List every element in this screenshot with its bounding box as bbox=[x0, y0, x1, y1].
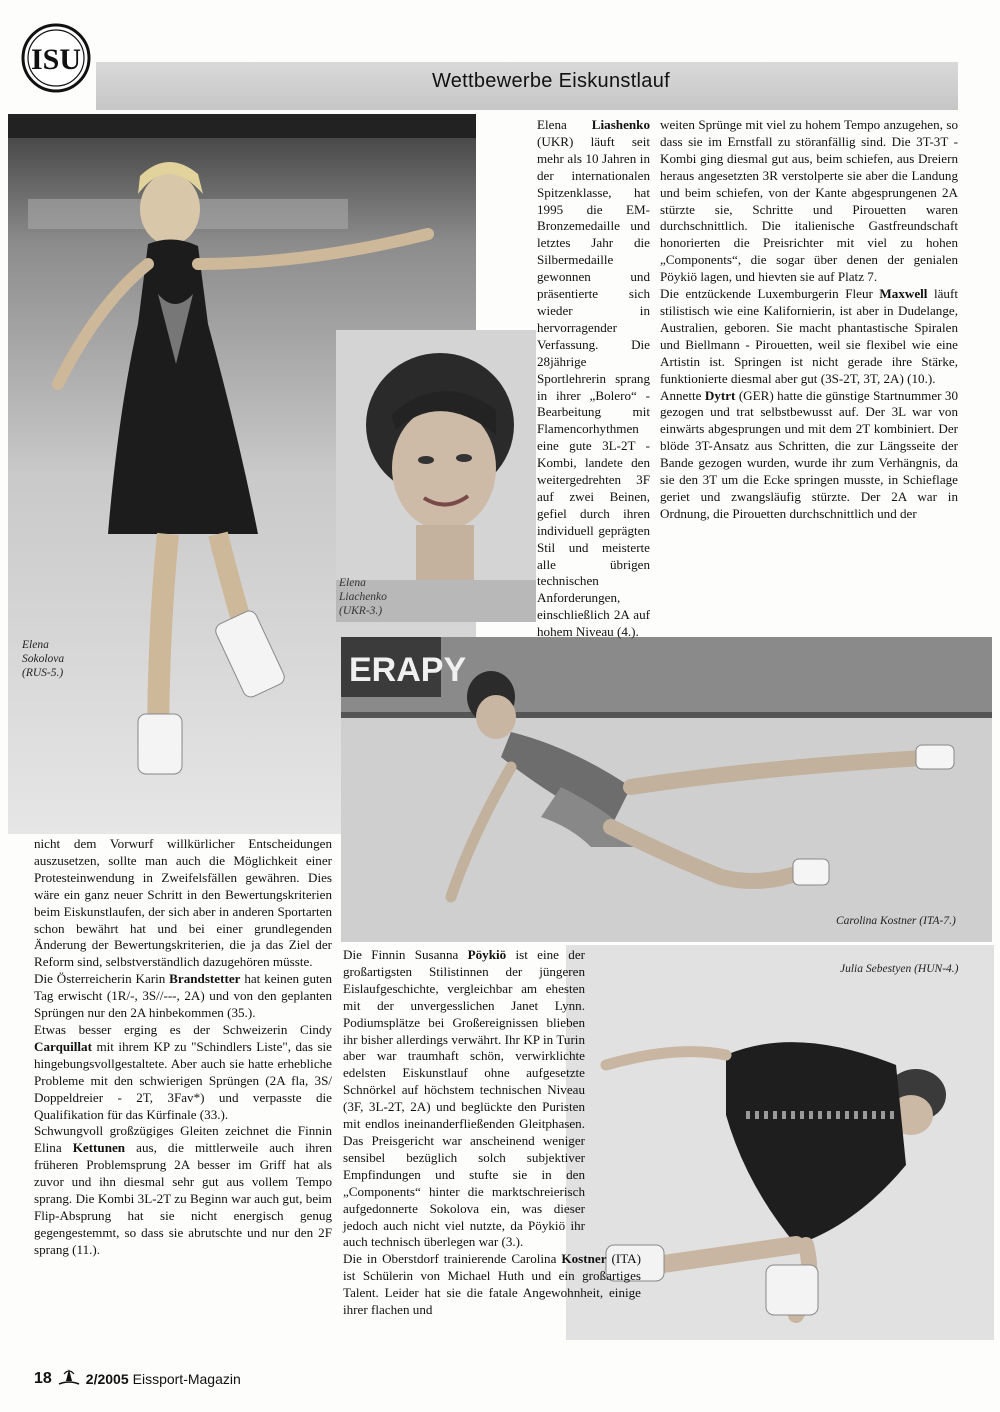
text-run: Die in Oberstdorf trainierende Carolina bbox=[343, 1251, 557, 1267]
skater-name: Kostner bbox=[561, 1251, 607, 1267]
text-run: Die Österreicherin Karin bbox=[34, 971, 166, 987]
skater-name: Pöykiö bbox=[467, 947, 507, 962]
skater-name: Carquillat bbox=[34, 1038, 92, 1054]
article-column-mid-top bbox=[478, 117, 650, 651]
text-run: (UKR) läuft seit mehr als 10 Jahren in der internationalen Spitzenklasse, hat 1995 die EM-Bronzemedaille und letztes Jahr die Silbermedaille gewonnen und präsentierte sich wieder in hervorragender Verfassung. Die 28jährige Sportlehrerin sprang in ihrer „Bolero“ - Bearbeitung mit Flamencorhythmen eine gute 3L-2T - Kombi, landete den weitergedrehten 3F auf zwei Beinen, gefiel durch ihren individuell geprägten Stil und meisterte alle übrigen technischen Anforderungen, einschließlich 2A auf hohem Niveau (4.). bbox=[537, 133, 650, 640]
page-footer bbox=[34, 1366, 241, 1391]
isu-logo bbox=[20, 22, 92, 94]
text-run: Etwas besser erging es der Schweizerin Cindy bbox=[34, 1021, 332, 1037]
caption-line: (RUS-5.) bbox=[22, 667, 64, 679]
text-run: Schwungvoll großzügiges Gleiten zeichnet die Finnin Elina bbox=[34, 1123, 332, 1156]
caption-line: Sokolova bbox=[22, 653, 65, 665]
paragraph: weiten Sprünge mit viel zu hohem Tempo anzugehen, so dass sie im Ernstfall zu störanfällig sind. Die 3T-3T - Kombi ging diesmal gut aus, beim schiefen, aus Dreiern heraus angesetzten 3R verstolperte sie aber die Landung und beim schiefen, von der Kante abgesprungenen 2A stürzte sie, Schritte und Pirouetten waren durchschnittlich. Die italienische Gastfreundschaft honorierten die Preisrichter mit viel zu hohen „Components“, die sogar über denen der genialen Pöykiö lagen, und hievten sie auf Platz 7. bbox=[660, 117, 958, 285]
issue-number: 2/2005 bbox=[85, 1370, 129, 1387]
paragraph-dytrt bbox=[660, 388, 958, 523]
skater-name: Maxwell bbox=[879, 286, 928, 302]
paragraph-kettunen bbox=[34, 1123, 332, 1258]
article-column-right-top bbox=[660, 117, 958, 523]
text-run: Die entzückende Luxemburgerin Fleur bbox=[660, 286, 873, 302]
paragraph-brandstetter bbox=[34, 971, 332, 1022]
text-run: ist eine der großartigsten Stilistinnen der jüngeren Eislaufgeschichte, vergleichbar am ehesten mit der unvergesslichen Janet Lynn. Podiumsplätze bei Großereignissen blieben ihr bisher allerdings verwährt. Ihr KP in Turin aber war traumhaft schön, verwirklichte edelsten Eiskunstlauf ohne aufgesetzte Schnörkel auf höchstem technischen Niveau (3F, 3L-2T, 2A) und beglückte den Puristen mit endlos ineinanderfließenden Gleitphasen. Das Preisgericht war anscheinend weniger sensibel bezüglich solch subjektiver Empfindungen und stufte sie in den „Components“ hinter die marktschreierisch aufgedonnerte Sokolova ein, was dieser jedoch auch nicht viel nutzte, da Pöykiö ihr auch technisch überlegen war (3.). bbox=[343, 947, 585, 1250]
caption-line: Elena bbox=[339, 577, 366, 589]
caption-sebestyen: Julia Sebestyen (HUN-4.) bbox=[840, 963, 959, 975]
caption-line: (UKR-3.) bbox=[339, 605, 383, 617]
page-title: Wettbewerbe Eiskunstlauf bbox=[431, 70, 670, 92]
text-run: (ITA) ist Schülerin von Michael Huth und ein großartiges Talent. Leider hat sie die fatale Angewohnheit, einige ihrer flachen und bbox=[343, 1251, 641, 1318]
paragraph-carquillat bbox=[34, 1022, 332, 1123]
paragraph-maxwell bbox=[660, 286, 958, 387]
skater-name: Dytrt bbox=[704, 387, 736, 403]
skater-name: Brandstetter bbox=[169, 971, 241, 987]
text-run: Annette bbox=[660, 387, 702, 403]
text-run: aus, die mittlerweile auch ihren früheren Problemsprung 2A besser im Griff hat als zuvor und ihn diesmal sehr gut aus vollem Tempo sprang. Die Kombi 3L-2T zu Beginn war auch gut, beim Flip-Absprung hat sie nicht energisch genug gegengestemmt, so dass sie abrutschte und nur den 2F sprang (11.). bbox=[34, 1140, 332, 1257]
article-column-left-bottom bbox=[34, 836, 332, 1259]
text-run: mit ihrem KP zu "Schindlers Liste", das sie hingebungsvollgestaltete. Aber auch sie hatte erhebliche Probleme mit den schwierigen Sprüngen (2A fla, 3S/ Doppeldreier - 2T, 3Fav*) und verpasste die Qualifikation für das Kürfinale (33.). bbox=[34, 1038, 332, 1122]
photo-carolina-kostner bbox=[341, 637, 992, 942]
caption-sokolova bbox=[22, 638, 102, 680]
caption-kostner: Carolina Kostner (ITA-7.) bbox=[836, 915, 956, 927]
caption-line: Liachenko bbox=[339, 591, 387, 603]
paragraph-kostner bbox=[343, 1251, 641, 1319]
skater-name: Liashenko bbox=[591, 117, 650, 132]
text-run: Elena bbox=[537, 117, 567, 132]
logo-text: ISU bbox=[30, 43, 82, 76]
caption-liashenko bbox=[339, 576, 403, 618]
magazine-logo-icon bbox=[56, 1366, 82, 1391]
text-run: Die Finnin Susanna bbox=[343, 947, 459, 962]
page-number: 18 bbox=[34, 1369, 52, 1387]
banner-text: ERAPY bbox=[349, 651, 467, 689]
text-run: hat keinen guten Tag erwischt (1R/-, 3S//---, 2A) und von den geplanten Sprüngen nur den 2A hinbekommen (35.). bbox=[34, 971, 332, 1021]
paragraph: nicht dem Vorwurf willkürlicher Entscheidungen auszusetzen, sollte man auch die Möglichkeit einer Protesteinwendung in Zweifelsfällen gewähren. Dies wäre ein ganz neuer Schritt in den Bewertungskriterien beim Eiskunstlaufen, der sich aber in anderen Sportarten schon bewährt hat und bei einer grundlegenden Änderung der Bewertungskriterien, die ja das Ziel der Reform sind, selbstverständlich dazugehören müsste. bbox=[34, 836, 332, 970]
skater-name: Kettunen bbox=[72, 1140, 126, 1156]
caption-line: Elena bbox=[22, 639, 49, 651]
article-column-mid-bottom bbox=[343, 947, 641, 1319]
magazine-name: Eissport-Magazin bbox=[132, 1370, 241, 1387]
text-run: läuft stilistisch wie eine Kalifornierin, ist aber in Dudelange, Australien, geboren. Sie macht phantastische Spiralen und Biellmann - Pirouetten, weil sie flexibel wie eine Artistin ist. Springen ist nicht gerade ihre Stärke, funktionierte diesmal aber gut (3S-2T, 3T, 2A) (10.). bbox=[660, 286, 958, 386]
text-run: (GER) hatte die günstige Startnummer 30 gezogen und trat selbstbewusst auf. Der 3L war von einwärts abgesprungen und mit dem 2T kombiniert. Der blöde 3T-Ansatz aus Schritten, die zur Längsseite der Bande gezogen wurden, wurde ihr zum Verhängnis, da sie den 3T um die Ecke springen musste, in Schieflage geriet und zwangsläufig stürzte. Der 2A war in Ordnung, die Pirouetten durchschnittlich und der bbox=[660, 387, 958, 521]
